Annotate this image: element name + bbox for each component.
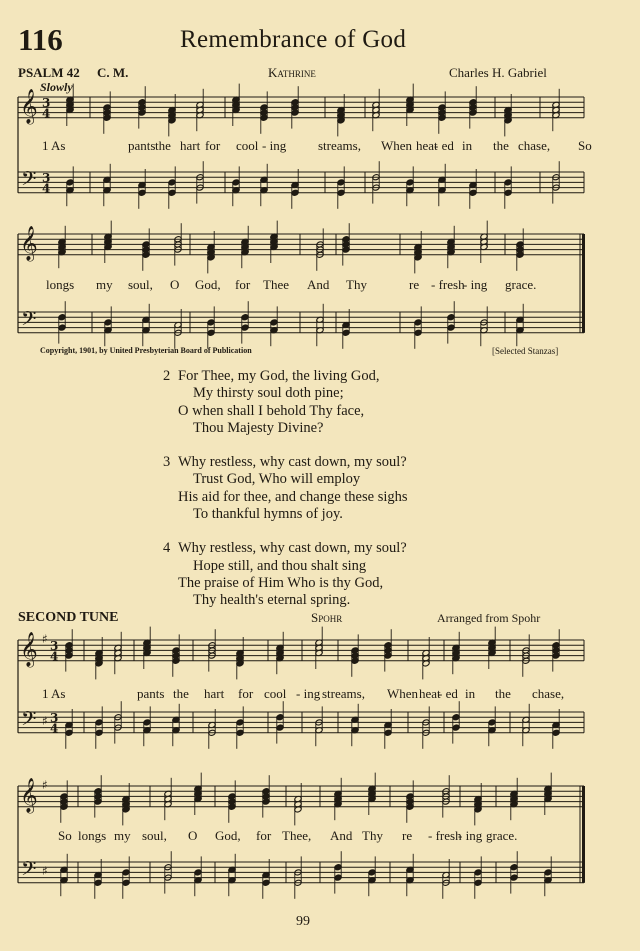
lyric-syllable: for xyxy=(235,277,251,292)
treble-time-top: 3 xyxy=(50,639,59,653)
lyric-syllable: re xyxy=(402,828,413,843)
lyric-syllable: Thy xyxy=(362,828,383,843)
treble-clef-icon: 𝄞 xyxy=(20,778,38,813)
lyric-syllable: in xyxy=(465,686,476,701)
stanza-line: Trust God, Who will employ xyxy=(193,471,361,488)
psalm-reference: PSALM 42 xyxy=(18,65,80,80)
lyric-syllable: hart xyxy=(180,138,201,153)
sharp-icon: ♯ xyxy=(42,864,48,878)
lyric-syllable: cool xyxy=(264,686,287,701)
lyric-syllable: 1 As xyxy=(42,686,66,701)
lyric-syllable: Thee, xyxy=(282,828,312,843)
lyric-syllable: grace. xyxy=(486,828,518,843)
lyric-syllable: for xyxy=(256,828,272,843)
stanza-4 xyxy=(163,540,408,609)
bass-time-bottom: 4 xyxy=(50,721,59,736)
stanza-line: The praise of Him Who is thy God, xyxy=(178,574,384,591)
treble-clef-icon: 𝄞 xyxy=(20,632,38,667)
lyric-syllable: in xyxy=(462,138,473,153)
lyric-syllable: heat xyxy=(419,686,441,701)
stanza-line: My thirsty soul doth pine; xyxy=(193,385,344,402)
lyric-syllable: the xyxy=(495,686,511,701)
stanza-line: Thou Majesty Divine? xyxy=(193,419,324,436)
lyric-syllable: - ing xyxy=(296,686,321,701)
lyric-syllable: When xyxy=(381,138,413,153)
bass-time-top: 3 xyxy=(42,171,51,185)
stanza-line: For Thee, my God, the living God, xyxy=(178,368,380,384)
page-number: 99 xyxy=(296,914,310,929)
stanza-line: Why restless, why cast down, my soul? xyxy=(178,454,407,471)
lyric-syllable: pants xyxy=(137,686,165,701)
treble-clef-icon: 𝄞 xyxy=(20,226,38,261)
sharp-icon: ♯ xyxy=(42,714,48,728)
lyric-syllable: heat xyxy=(416,138,438,153)
lyric-syllable: Thy xyxy=(346,277,367,292)
lyric-syllable: pants xyxy=(128,138,156,153)
copyright-notice: Copyright, 1901, by United Presbyterian Board of Publication xyxy=(40,346,252,355)
final-barline-thick xyxy=(582,786,585,883)
bass-clef-icon: 𝄢 xyxy=(21,167,37,195)
lyric-syllable: God, xyxy=(195,277,221,292)
lyric-syllable: - ing xyxy=(262,138,287,153)
stanza-line: To thankful hymns of joy. xyxy=(193,506,343,523)
hymn-title: Remembrance of God xyxy=(180,26,407,53)
lyric-syllable: - ing xyxy=(458,828,483,843)
selected-stanzas-note: [Selected Stanzas] xyxy=(492,346,559,356)
lyric-syllable: - fresh xyxy=(431,277,465,292)
lyric-syllable: the xyxy=(155,138,171,153)
lyric-syllable: - ed xyxy=(434,138,454,153)
final-barline-thick xyxy=(582,234,585,333)
lyric-syllable: re xyxy=(409,277,420,292)
bass-time-top: 3 xyxy=(50,711,59,725)
lyric-syllable: So xyxy=(578,138,592,153)
lyric-syllable: grace. xyxy=(505,277,537,292)
tempo-marking: Slowly xyxy=(40,80,73,94)
lyric-syllable: longs xyxy=(78,828,107,843)
bass-clef-icon: 𝄢 xyxy=(21,307,37,335)
lyric-syllable: longs xyxy=(46,277,75,292)
lyric-syllable: cool xyxy=(236,138,259,153)
lyric-syllable: When xyxy=(387,686,419,701)
lyric-syllable: the xyxy=(173,686,189,701)
lyric-syllable: - ing xyxy=(463,277,488,292)
composer: Charles H. Gabriel xyxy=(449,65,547,80)
sharp-icon: ♯ xyxy=(42,778,48,792)
lyric-syllable: O xyxy=(170,277,180,292)
sharp-icon: ♯ xyxy=(42,632,48,646)
stanza-3 xyxy=(163,454,408,523)
lyric-syllable: for xyxy=(205,138,221,153)
stanza-number: 4 xyxy=(163,540,171,557)
arranger: Arranged from Spohr xyxy=(437,611,541,625)
lyric-syllable: - fresh xyxy=(428,828,462,843)
lyric-syllable: Thee xyxy=(263,277,289,292)
tune-name: Kathrine xyxy=(268,65,316,80)
lyric-syllable: the xyxy=(493,138,509,153)
lyric-syllable: God, xyxy=(215,828,241,843)
lyric-syllable: - ed xyxy=(438,686,458,701)
lyric-syllable: soul, xyxy=(128,277,153,292)
lyric-syllable: streams, xyxy=(322,686,365,701)
meter: C. M. xyxy=(97,65,129,80)
lyric-syllable: for xyxy=(238,686,254,701)
hymn-number: 116 xyxy=(18,22,63,57)
stanza-line: His aid for thee, and change these sighs xyxy=(178,488,408,505)
lyric-syllable: And xyxy=(330,828,353,843)
lyric-syllable: chase, xyxy=(518,138,551,153)
lyric-syllable: 1 As xyxy=(42,138,66,153)
bass-clef-icon: 𝄢 xyxy=(21,857,37,885)
second-tune-name: Spohr xyxy=(311,610,343,625)
stanza-2 xyxy=(163,368,408,437)
bass-time-bottom: 4 xyxy=(42,181,51,196)
stanzas xyxy=(163,368,408,627)
treble-time-top: 3 xyxy=(42,96,51,110)
stanza-line: Why restless, why cast down, my soul? xyxy=(178,540,407,557)
lyric-syllable: hart xyxy=(204,686,225,701)
treble-time-bottom: 4 xyxy=(42,106,51,121)
treble-clef-icon: 𝄞 xyxy=(20,89,38,124)
stanza-line: O when shall I behold Thy face, xyxy=(178,402,365,419)
lyric-syllable: So xyxy=(58,828,72,843)
second-tune-heading: SECOND TUNE xyxy=(18,610,119,625)
lyric-syllable: chase, xyxy=(532,686,565,701)
treble-time-bottom: 4 xyxy=(50,649,59,664)
stanza-line: Thy health's eternal spring. xyxy=(193,592,351,609)
stanza-line: Hope still, and thou shalt sing xyxy=(193,557,367,574)
lyric-syllable: soul, xyxy=(142,828,167,843)
lyric-syllable: And xyxy=(307,277,330,292)
lyric-syllable: streams, xyxy=(318,138,361,153)
lyric-syllable: my xyxy=(96,277,113,292)
lyric-syllable: my xyxy=(114,828,131,843)
bass-clef-icon: 𝄢 xyxy=(21,707,37,735)
lyric-syllable: O xyxy=(188,828,198,843)
stanza-number: 3 xyxy=(163,454,171,471)
stanza-number: 2 xyxy=(163,368,171,384)
